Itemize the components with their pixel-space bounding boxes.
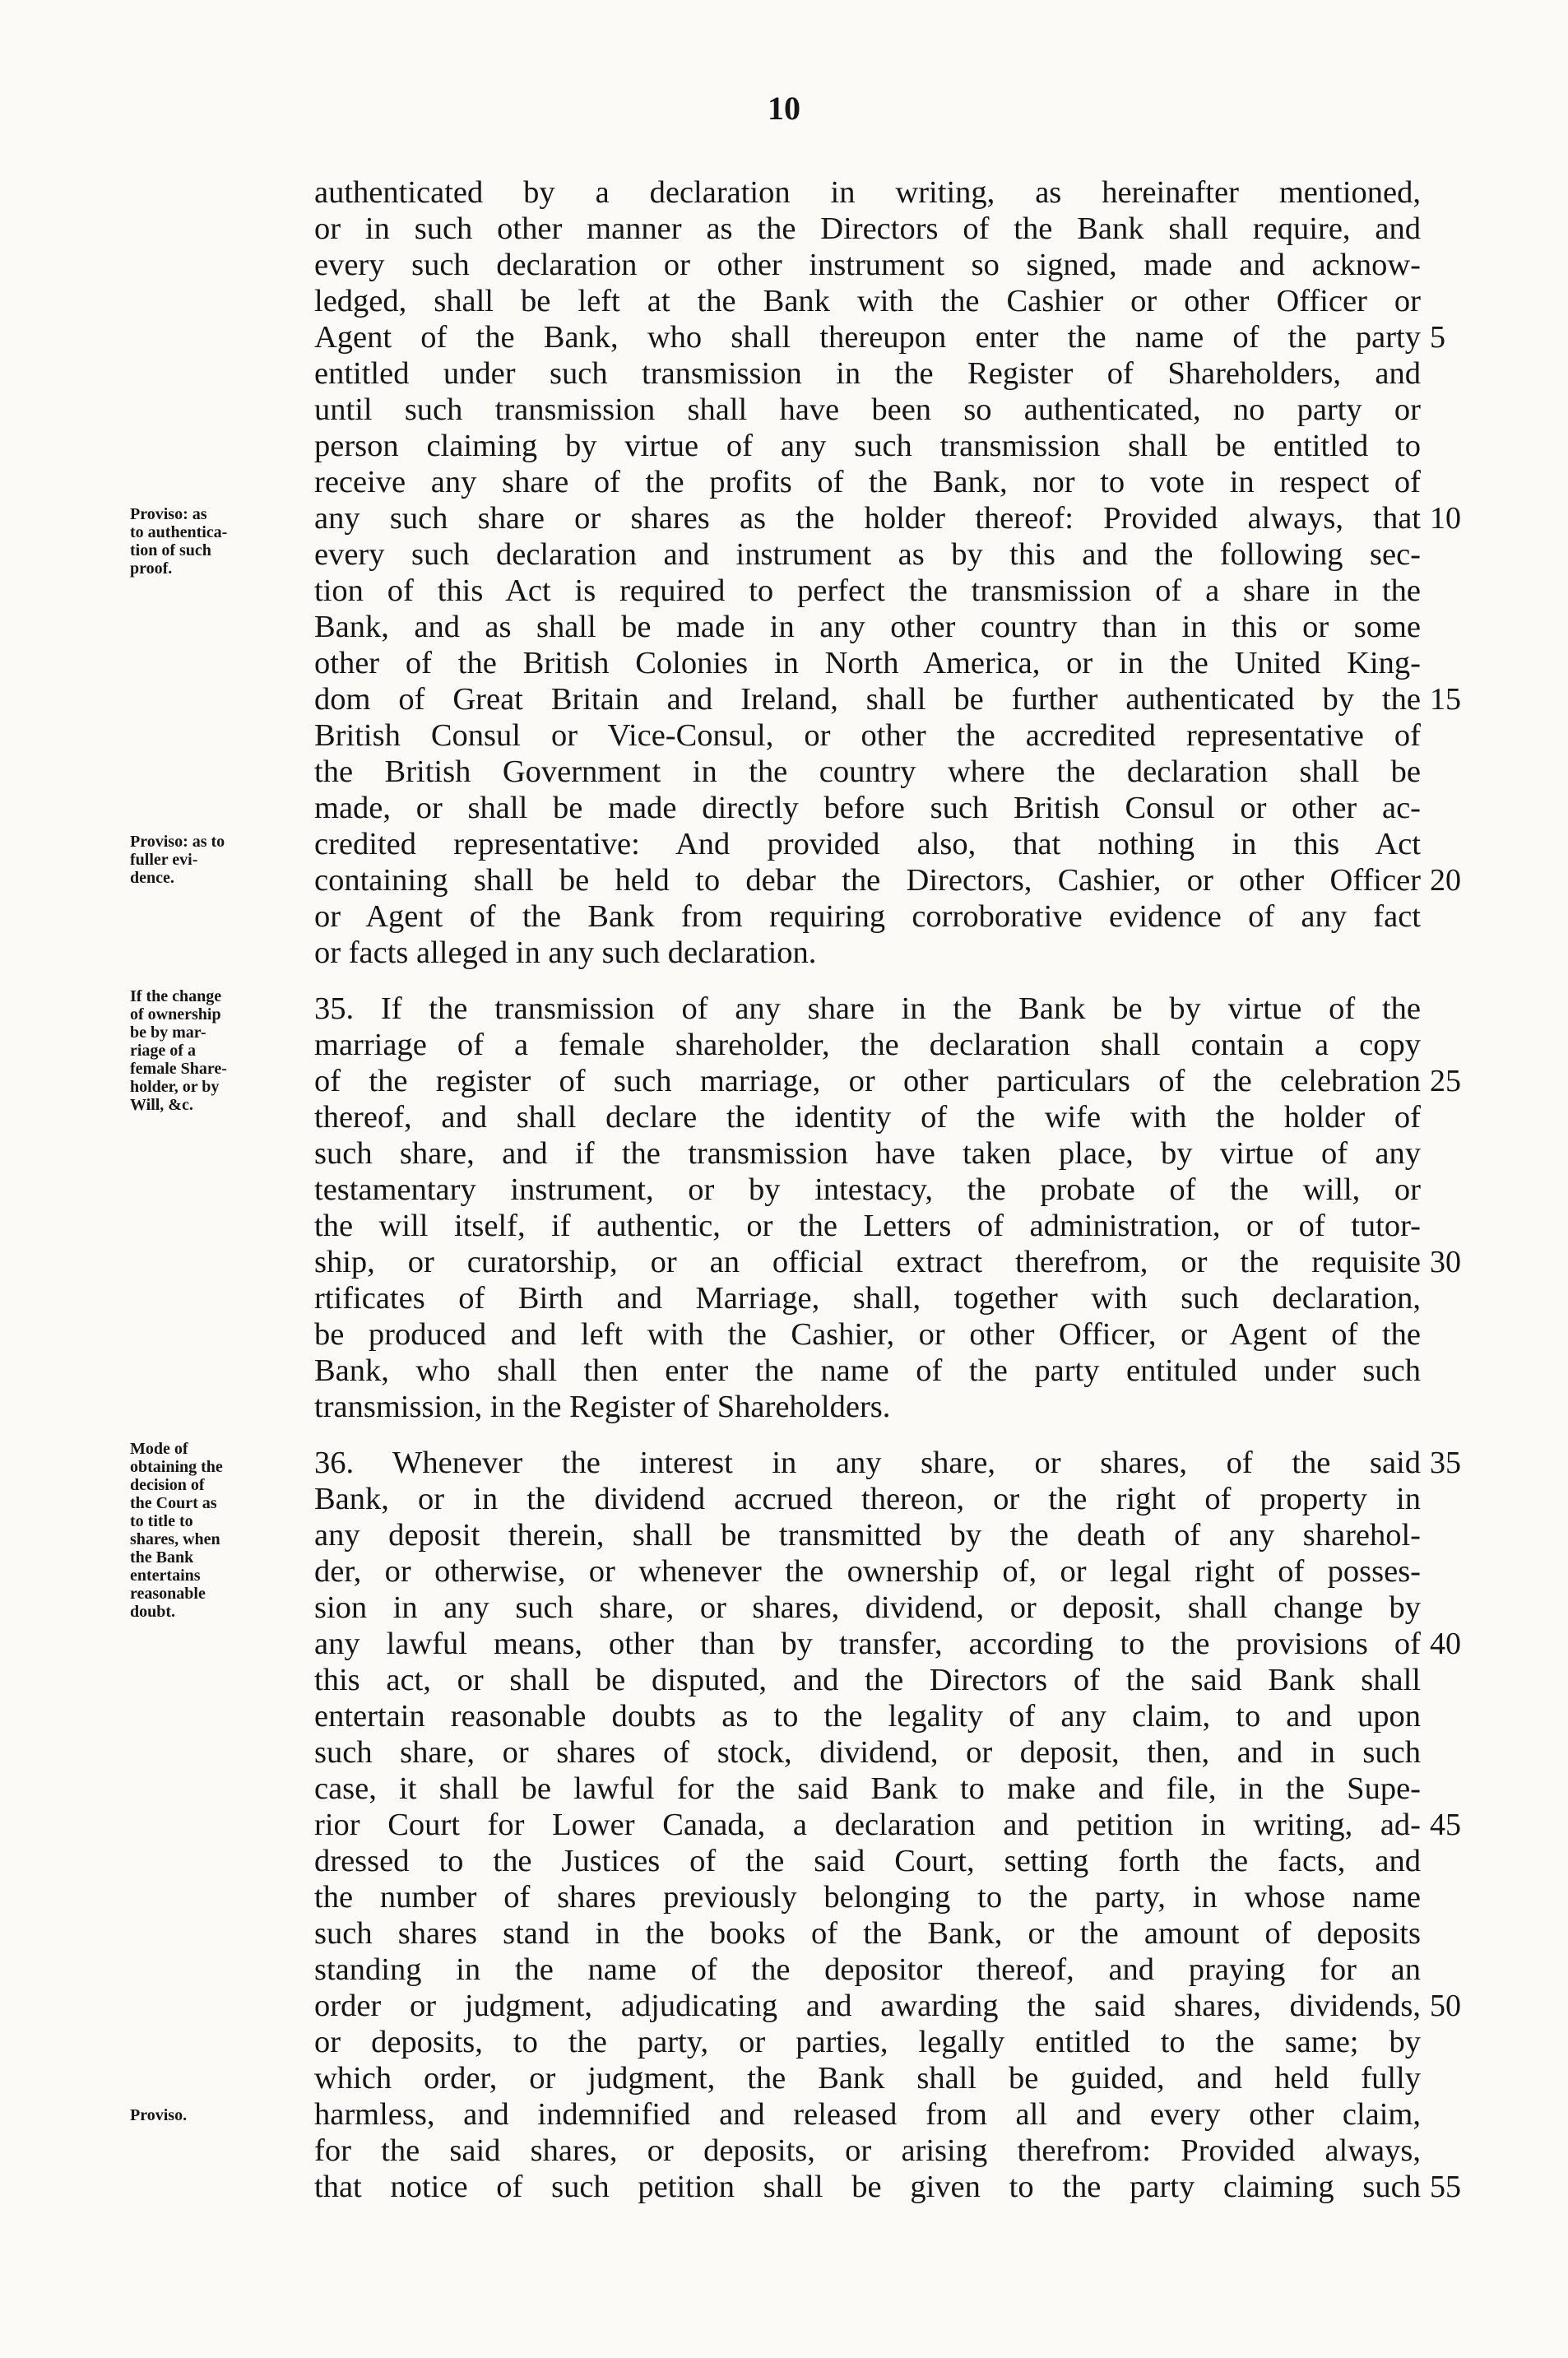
text-line: this act, or shall be disputed, and the Directors of the said Bank shall	[314, 1663, 1421, 1697]
text-line: that notice of such petition shall be given to the party claiming such	[314, 2170, 1421, 2204]
text-line: thereof, and shall declare the identity of the wife with the holder of	[314, 1100, 1421, 1135]
line-number: 5	[1430, 320, 1445, 355]
text-line: the British Government in the country where the declaration shall be	[314, 754, 1421, 789]
text-line: every such declaration or other instrument so signed, made and acknow-	[314, 248, 1421, 282]
text-line: harmless, and indemnified and released from all and every other claim,	[314, 2097, 1421, 2132]
text-line: made, or shall be made directly before such British Consul or other ac-	[314, 791, 1421, 825]
text-line: or in such other manner as the Directors of the Bank shall require, and	[314, 211, 1421, 246]
text-line: of the register of such marriage, or other particulars of the celebration	[314, 1064, 1421, 1098]
text-line: sion in any such share, or shares, dividend, or deposit, shall change by	[314, 1590, 1421, 1625]
text-line: testamentary instrument, or by intestacy, the probate of the will, or	[314, 1172, 1421, 1207]
text-line: credited representative: And provided also, that nothing in this Act	[314, 827, 1421, 861]
margin-note-court-decision: Mode of obtaining the decision of the Court as to title to shares, when the Bank entertains reasonable doubt.	[130, 1440, 223, 1621]
text-line: marriage of a female shareholder, the declaration shall contain a copy	[314, 1028, 1421, 1062]
text-line: ledged, shall be left at the Bank with the Cashier or other Officer or	[314, 284, 1421, 318]
text-line: the number of shares previously belonging to the party, in whose name	[314, 1880, 1421, 1915]
text-line: authenticated by a declaration in writing, as hereinafter mentioned,	[314, 175, 1421, 210]
text-line: Agent of the Bank, who shall thereupon enter the name of the party	[314, 320, 1421, 355]
text-line: person claiming by virtue of any such transmission shall be entitled to	[314, 429, 1421, 463]
text-line: be produced and left with the Cashier, or other Officer, or Agent of the	[314, 1317, 1421, 1352]
text-line: ship, or curatorship, or an official extract therefrom, or the requisite	[314, 1245, 1421, 1279]
line-number: 30	[1430, 1245, 1461, 1279]
line-number: 55	[1430, 2170, 1461, 2204]
text-line: standing in the name of the depositor thereof, and praying for an	[314, 1952, 1421, 1987]
text-line: tion of this Act is required to perfect the transmission of a share in the	[314, 573, 1421, 608]
text-line: transmission, in the Register of Shareholders.	[314, 1390, 891, 1424]
text-line: Bank, and as shall be made in any other country than in this or some	[314, 610, 1421, 644]
section-36-first-line: 36. Whenever the interest in any share, or shares, of the said	[314, 1446, 1421, 1480]
line-number: 50	[1430, 1989, 1461, 2023]
margin-note-proviso: Proviso.	[130, 2106, 188, 2124]
text-line: such share, or shares of stock, dividend, or deposit, then, and in such	[314, 1735, 1421, 1770]
text-line: any such share or shares as the holder thereof: Provided always, that	[314, 501, 1421, 536]
text-line: until such transmission shall have been so authenticated, no party or	[314, 392, 1421, 427]
text-line: any deposit therein, shall be transmitted by the death of any sharehol-	[314, 1518, 1421, 1553]
line-number: 10	[1430, 501, 1461, 536]
text-line: rior Court for Lower Canada, a declaration and petition in writing, ad-	[314, 1808, 1421, 1842]
line-number: 20	[1430, 863, 1461, 898]
text-line: entertain reasonable doubts as to the legality of any claim, to and upon	[314, 1699, 1421, 1734]
page-number: 10	[768, 90, 800, 127]
text-line: Bank, who shall then enter the name of the party entituled under such	[314, 1353, 1421, 1388]
text-line: such share, and if the transmission have taken place, by virtue of any	[314, 1136, 1421, 1171]
line-number: 25	[1430, 1064, 1461, 1098]
text-line: or deposits, to the party, or parties, legally entitled to the same; by	[314, 2025, 1421, 2059]
section-35-first-line: 35. If the transmission of any share in the Bank be by virtue of the	[314, 991, 1421, 1026]
margin-note-proviso-evidence: Proviso: as to fuller evi- dence.	[130, 833, 225, 887]
line-number: 40	[1430, 1627, 1461, 1661]
text-line: every such declaration and instrument as by this and the following sec-	[314, 537, 1421, 572]
text-line: order or judgment, adjudicating and awarding the said shares, dividends,	[314, 1989, 1421, 2023]
text-line: der, or otherwise, or whenever the ownership of, or legal right of posses-	[314, 1554, 1421, 1589]
text-line: entitled under such transmission in the Register of Shareholders, and	[314, 356, 1421, 391]
text-line: containing shall be held to debar the Directors, Cashier, or other Officer	[314, 863, 1421, 898]
text-line: the will itself, if authentic, or the Letters of administration, or of tutor-	[314, 1209, 1421, 1243]
text-line: or facts alleged in any such declaration.	[314, 935, 817, 970]
text-line: which order, or judgment, the Bank shall be guided, and held fully	[314, 2061, 1421, 2096]
text-line: dressed to the Justices of the said Court, setting forth the facts, and	[314, 1844, 1421, 1878]
text-line: such shares stand in the books of the Bank, or the amount of deposits	[314, 1916, 1421, 1951]
text-line: for the said shares, or deposits, or arising therefrom: Provided always,	[314, 2133, 1421, 2168]
text-line: other of the British Colonies in North America, or in the United King-	[314, 646, 1421, 680]
text-line: any lawful means, other than by transfer, according to the provisions of	[314, 1627, 1421, 1661]
text-line: case, it shall be lawful for the said Bank to make and file, in the Supe-	[314, 1771, 1421, 1806]
text-line: or Agent of the Bank from requiring corroborative evidence of any fact	[314, 899, 1421, 934]
text-line: dom of Great Britain and Ireland, shall be further authenticated by the	[314, 682, 1421, 717]
text-line: British Consul or Vice-Consul, or other the accredited representative of	[314, 718, 1421, 753]
margin-note-marriage-will: If the change of ownership be by mar- riage of a female Share- holder, or by Will, &c.	[130, 987, 227, 1114]
line-number: 35	[1430, 1446, 1461, 1480]
line-number: 45	[1430, 1808, 1461, 1842]
line-number: 15	[1430, 682, 1461, 717]
text-line: rtificates of Birth and Marriage, shall, together with such declaration,	[314, 1281, 1421, 1316]
text-line: Bank, or in the dividend accrued thereon, or the right of property in	[314, 1482, 1421, 1516]
text-line: receive any share of the profits of the Bank, nor to vote in respect of	[314, 465, 1421, 499]
margin-note-proviso-authentication: Proviso: as to authentica- tion of such proof.	[130, 505, 228, 578]
